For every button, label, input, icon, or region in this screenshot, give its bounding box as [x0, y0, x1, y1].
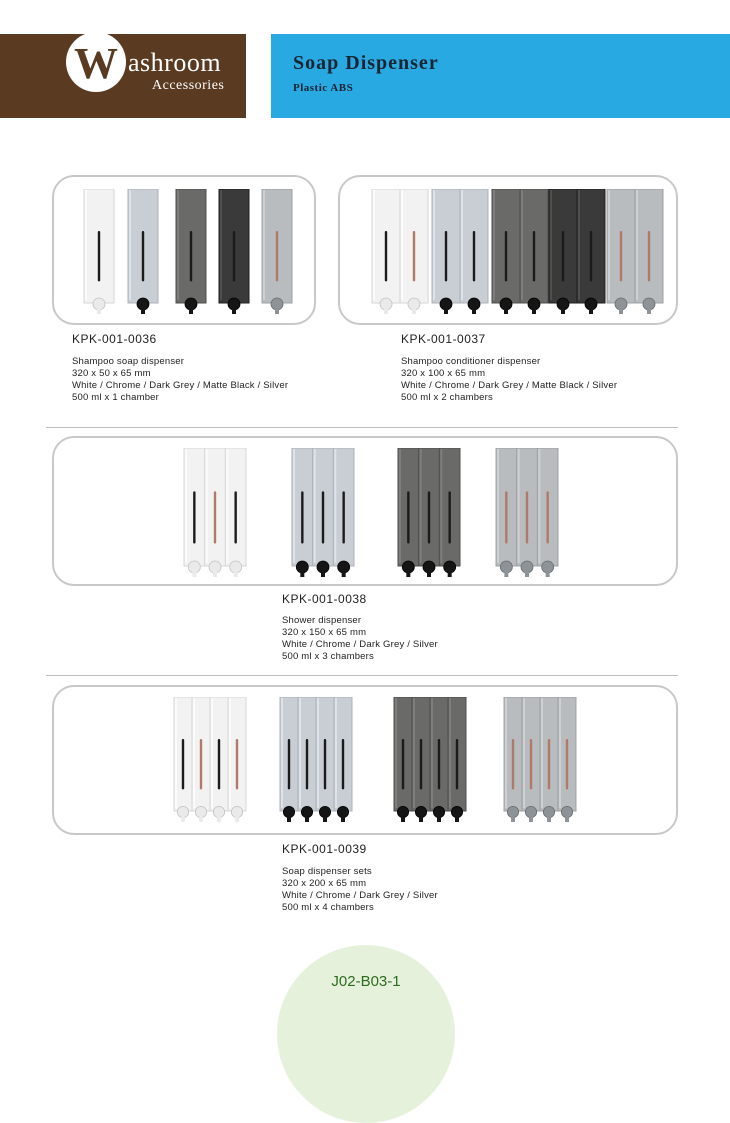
dispenser-matte-black [547, 189, 607, 317]
brand-subtitle: Accessories [152, 78, 225, 93]
dispenser-white [172, 697, 248, 825]
spec-line: 500 ml x 4 chambers [282, 902, 374, 913]
spec-line: Shampoo soap dispenser [72, 356, 185, 367]
product-code: KPK-001-0036 [72, 332, 157, 346]
dispenser-white [82, 189, 116, 317]
page-subtitle: Plastic ABS [293, 82, 354, 94]
product-specs [401, 356, 617, 404]
product-code: KPK-001-0039 [282, 842, 367, 856]
spec-line: 500 ml x 1 chamber [72, 392, 160, 403]
spec-line: White / Chrome / Dark Grey / Matte Black / Silver [72, 380, 289, 391]
dispenser-silver [502, 697, 578, 825]
product-specs [72, 356, 288, 404]
spec-line: White / Chrome / Dark Grey / Matte Black / Silver [401, 380, 618, 391]
spec-line: White / Chrome / Dark Grey / Silver [282, 639, 438, 650]
product-code: KPK-001-0037 [401, 332, 486, 346]
dispenser-white [182, 448, 248, 580]
page-code: J02-B03-1 [331, 973, 401, 990]
spec-line: 320 x 100 x 65 mm [401, 368, 486, 379]
spec-line: 320 x 200 x 65 mm [282, 878, 367, 889]
dispenser-white [370, 189, 430, 317]
spec-line: 320 x 150 x 65 mm [282, 627, 367, 638]
brand-title: ashroom [128, 48, 222, 77]
dispenser-chrome [126, 189, 160, 317]
brand-logo [66, 32, 126, 92]
dispenser-silver [605, 189, 665, 317]
product-specs [282, 866, 438, 914]
product-panel-0036 [52, 175, 316, 325]
product-code: KPK-001-0038 [282, 592, 367, 606]
spec-line: Soap dispenser sets [282, 866, 372, 877]
product-specs [282, 615, 438, 663]
spec-line: White / Chrome / Dark Grey / Silver [282, 890, 438, 901]
product-panel-0037 [338, 175, 678, 325]
spec-line: 320 x 50 x 65 mm [72, 368, 151, 379]
divider [46, 427, 678, 428]
title-banner [271, 34, 730, 118]
footer-badge [277, 945, 455, 1123]
product-panel-0039 [52, 685, 678, 835]
brand-banner [0, 34, 246, 118]
divider [46, 675, 678, 676]
dispenser-chrome [290, 448, 356, 580]
spec-line: 500 ml x 3 chambers [282, 651, 374, 662]
dispenser-silver [260, 189, 294, 317]
product-panel-0038 [52, 436, 678, 586]
dispenser-chrome [430, 189, 490, 317]
page-title: Soap Dispenser [293, 52, 439, 74]
brand-logo-letter: W [74, 39, 118, 88]
dispenser-dark-grey [396, 448, 462, 580]
dispenser-dark-grey [490, 189, 550, 317]
dispenser-dark-grey [174, 189, 208, 317]
spec-line: 500 ml x 2 chambers [401, 392, 493, 403]
dispenser-silver [494, 448, 560, 580]
dispenser-chrome [278, 697, 354, 825]
spec-line: Shower dispenser [282, 615, 362, 626]
dispenser-dark-grey [392, 697, 468, 825]
spec-line: Shampoo conditioner dispenser [401, 356, 541, 367]
dispenser-matte-black [217, 189, 251, 317]
